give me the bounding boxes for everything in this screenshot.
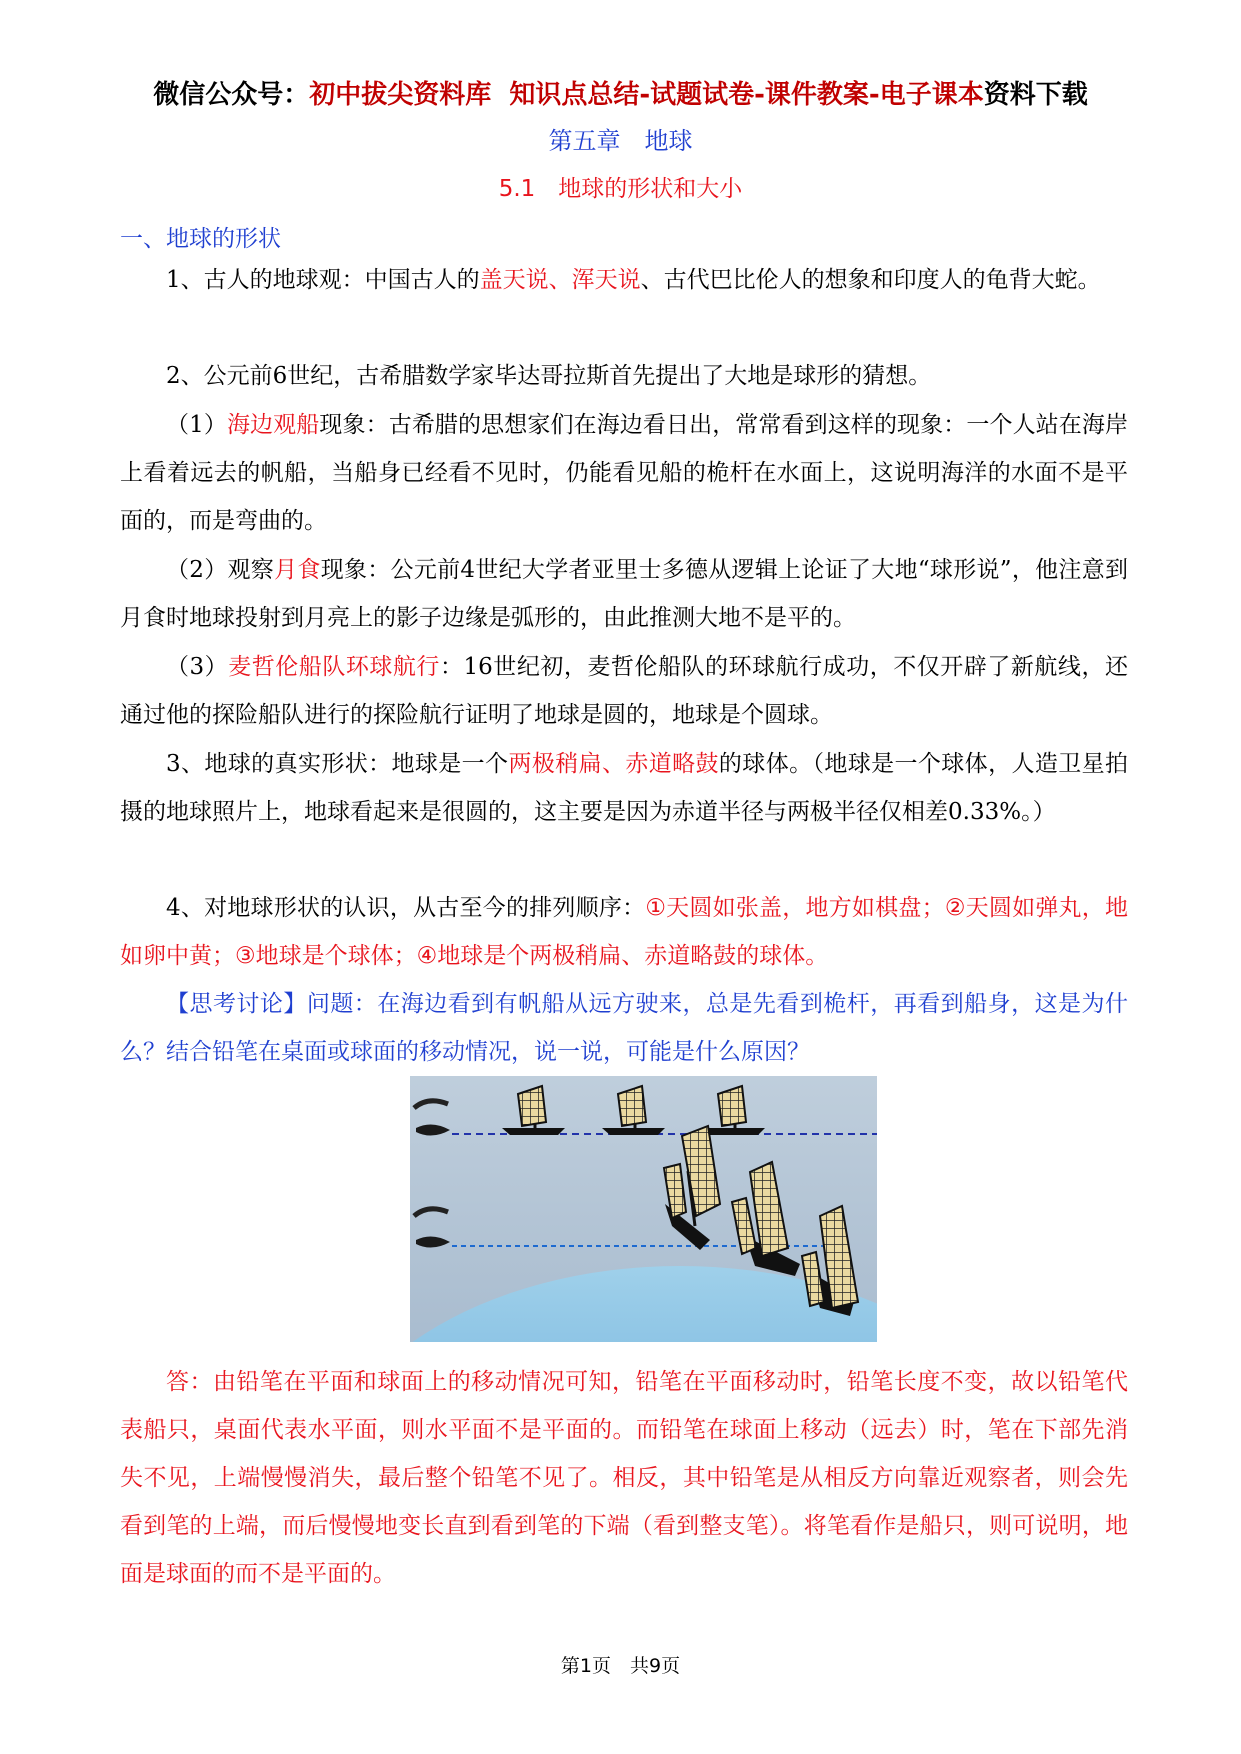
page-footer: 第1页 共9页 — [560, 1655, 681, 1677]
highlight-theories: 盖天说、浑天说 — [479, 267, 641, 293]
total-pages: 9 — [649, 1655, 662, 1677]
highlight-eclipse: 月食 — [274, 557, 321, 583]
paragraph-history-order: 4、对地球形状的认识，从古至今的排列顺序：①天圆如张盖，地方如棋盘；②天圆如弹丸，地如卵中黄；③地球是个球体；④地球是个两极稍扁、赤道略鼓的球体。 — [120, 895, 1128, 969]
page-header — [0, 74, 1241, 111]
header-prefix: 微信公众号： — [153, 80, 310, 110]
paragraph-true-shape: 3、地球的真实形状：地球是一个两极稍扁、赤道略鼓的球体。（地球是一个球体，人造卫星拍摄的地球照片上，地球看起来是很圆的，这主要是因为赤道半径与两极半径仅相差0.33%。） — [120, 751, 1128, 825]
heading-earth-shape: 一、地球的形状 — [120, 226, 281, 252]
page-number: 1 — [579, 1655, 592, 1677]
paragraph-lunar-eclipse: （2）观察月食现象：公元前4世纪大学者亚里士多德从逻辑上论证了大地“球形说”，他注意到月食时地球投射到月亮上的影子边缘是弧形的，由此推测大地不是平的。 — [120, 557, 1129, 631]
answer-paragraph: 答：由铅笔在平面和球面上的移动情况可知，铅笔在平面移动时，铅笔长度不变，故以铅笔代表船只，桌面代表水平面，则水平面不是平面的。而铅笔在球面上移动（远去）时，笔在下部先消失不见，上端慢慢消失，最后整个铅笔不见了。相反，其中铅笔是从相反方向靠近观察者，则会先看到笔的上端，而后慢慢地变长直到看到笔的下端（看到整支笔）。将笔看作是船只，则可说明，地面是球面的而不是平面的。 — [120, 1369, 1128, 1587]
highlight-ship: 海边观船 — [226, 412, 320, 438]
paragraph-pythagoras: 2、公元前6世纪，古希腊数学家毕达哥拉斯首先提出了大地是球形的猜想。 — [166, 363, 932, 389]
ship-diagram-svg — [410, 1076, 877, 1342]
paragraph-ancient-view: 1、古人的地球观：中国古人的盖天说、浑天说、古代巴比伦人的想象和印度人的龟背大蛇。 — [166, 267, 1101, 293]
highlight-order: ①天圆如张盖，地方如棋盘；②天圆如弹丸，地如卵中黄；③地球是个球体；④地球是个两极稍扁、赤道略鼓的球体。 — [120, 895, 1128, 969]
header-suffix: 资料下载 — [983, 80, 1088, 110]
paragraph-magellan: （3）麦哲伦船队环球航行：16世纪初，麦哲伦船队的环球航行成功，不仅开辟了新航线，还通过他的探险船队进行的探险航行证明了地球是圆的，地球是个圆球。 — [120, 654, 1128, 728]
chapter-title: 第五章 地球 — [548, 127, 693, 155]
header-red-text: 初中拔尖资料库 知识点总结-试题试卷-课件教案-电子课本 — [309, 80, 984, 110]
section-title: 5.1 地球的形状和大小 — [498, 176, 743, 202]
paragraph-ship-observation: （1）海边观船现象：古希腊的思想家们在海边看日出，常常看到这样的现象：一个人站在海岸上看着远去的帆船，当船身已经看不见时，仍能看见船的桅杆在水面上，这说明海洋的水面不是平面的，而是弯曲的。 — [120, 412, 1129, 534]
discussion-question: 【思考讨论】问题：在海边看到有帆船从远方驶来，总是先看到桅杆，再看到船身，这是为什么？结合铅笔在桌面或球面的移动情况，说一说，可能是什么原因？ — [120, 991, 1128, 1065]
highlight-magellan: 麦哲伦船队环球航行 — [228, 654, 440, 680]
highlight-true-shape: 两极稍扁、赤道略鼓 — [508, 751, 719, 777]
ship-horizon-illustration — [410, 1076, 877, 1342]
